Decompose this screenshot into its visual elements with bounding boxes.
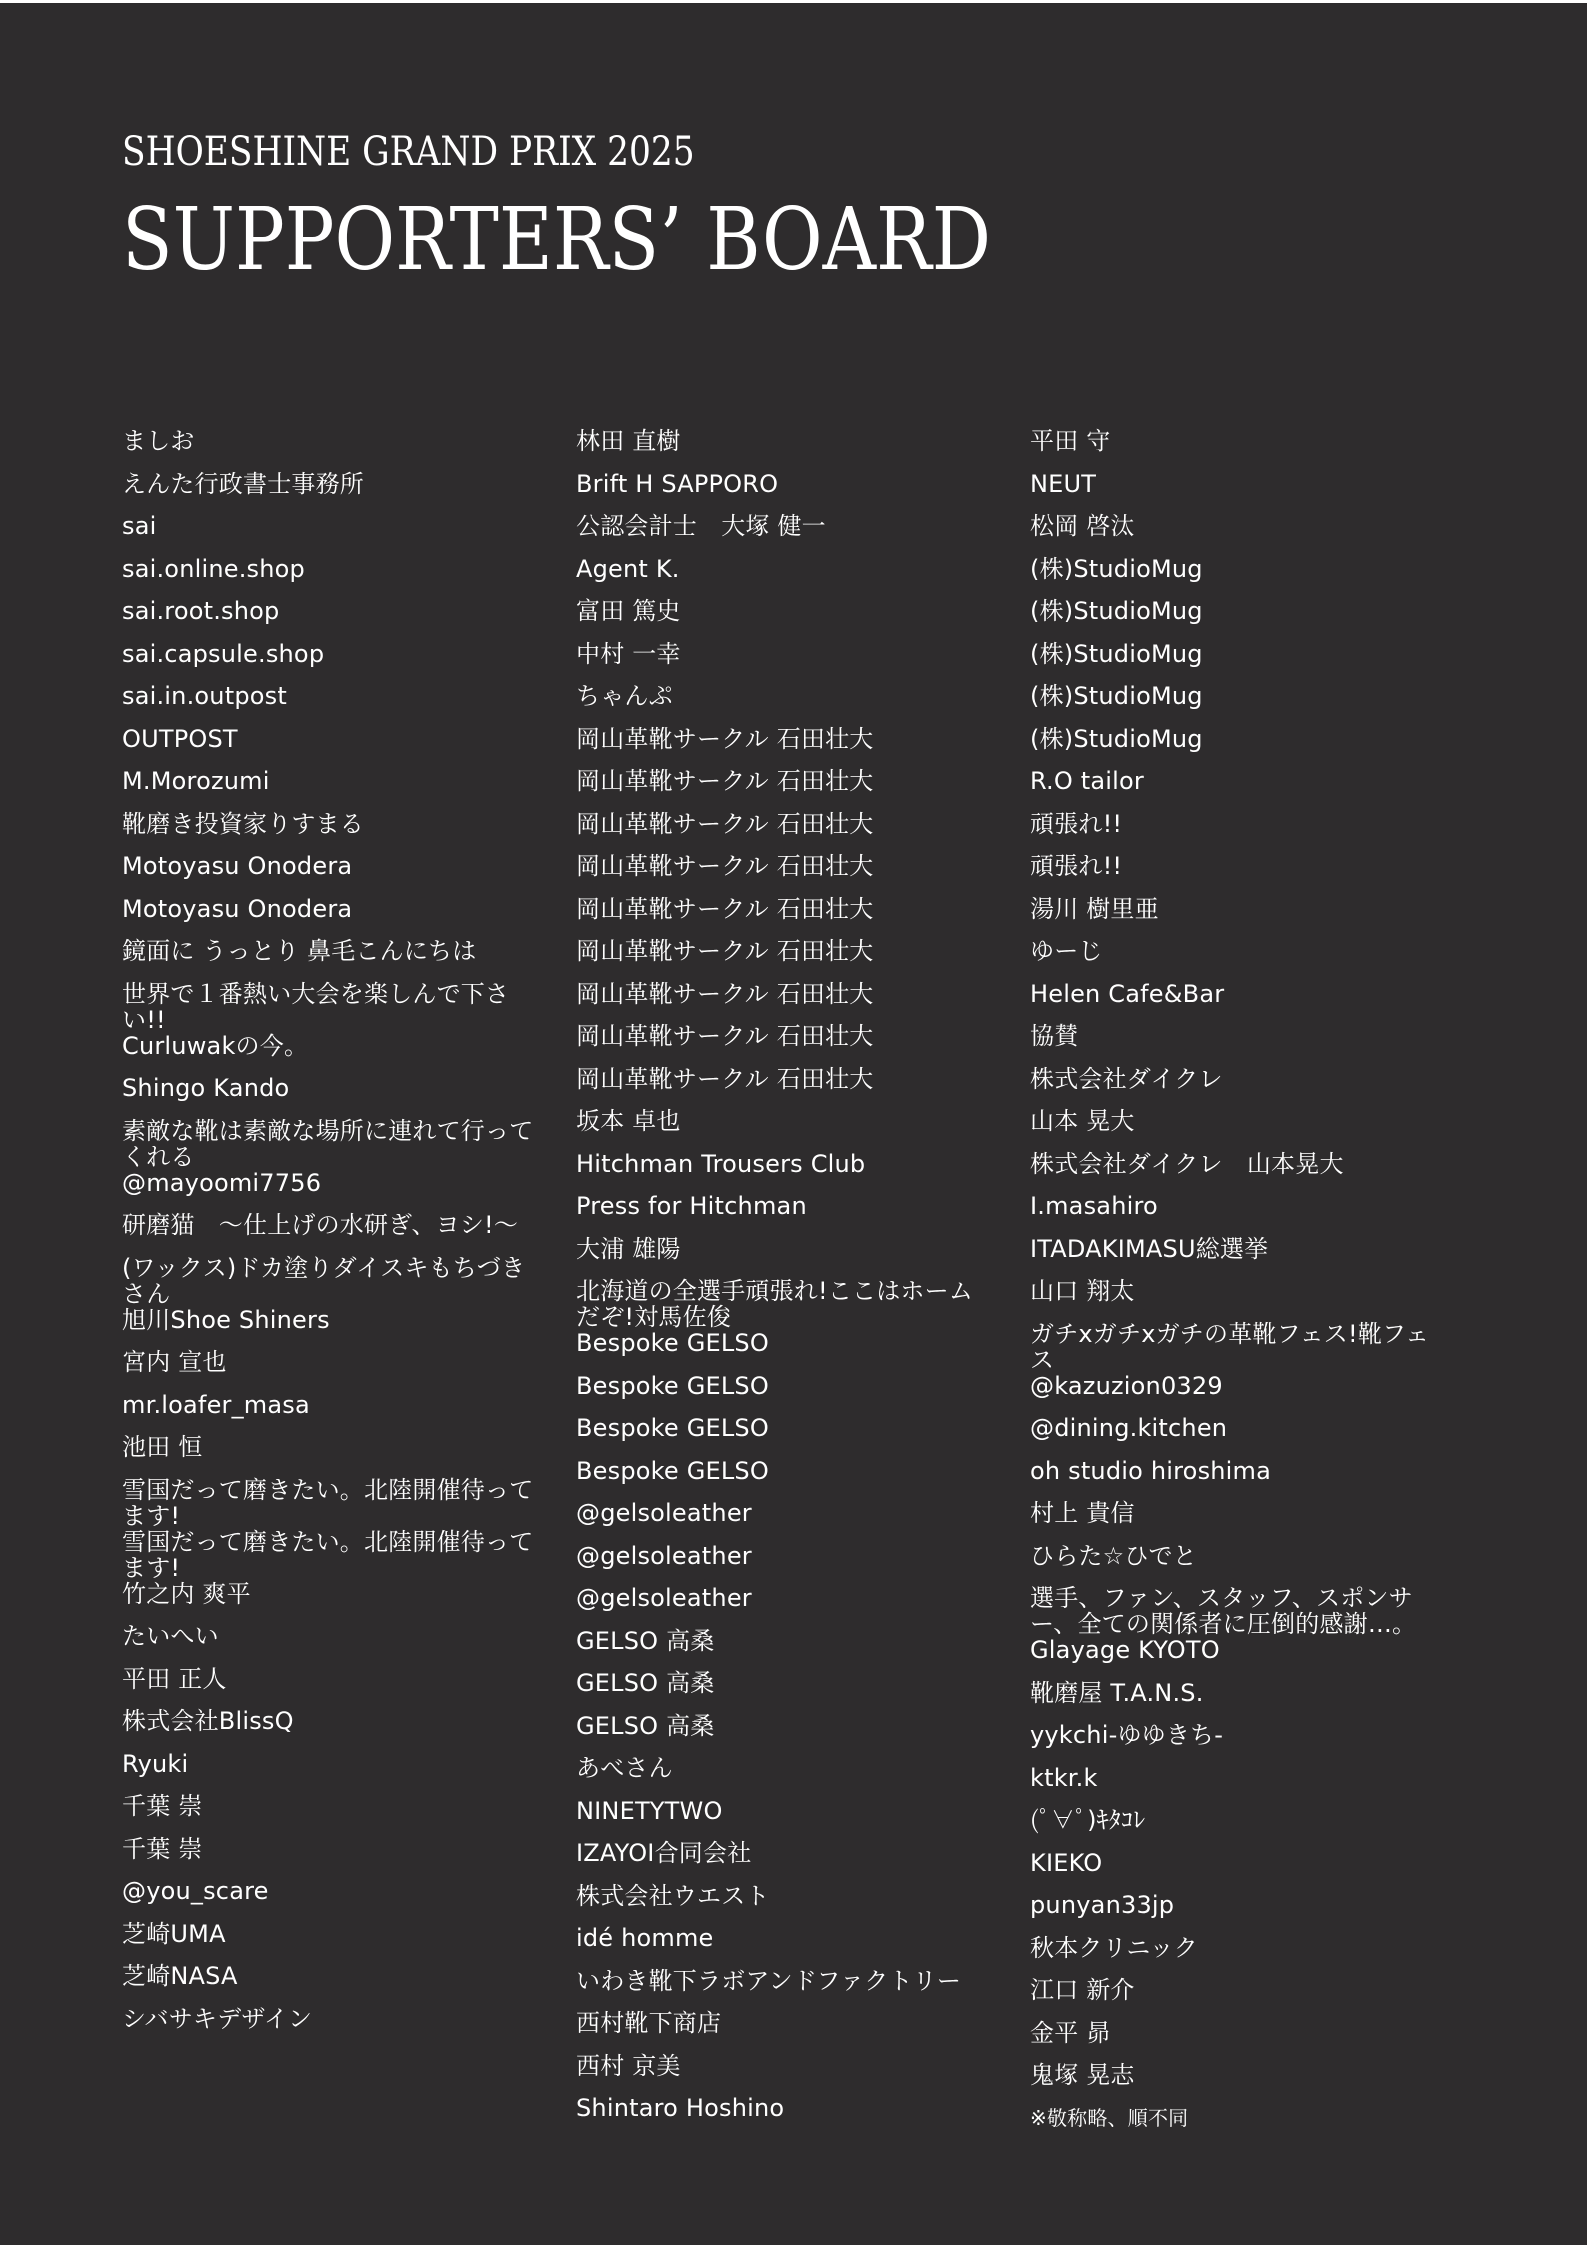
supporter-entry: sai.root.shop [122, 597, 280, 625]
supporter-entry: 公認会計士 大塚 健一 [576, 512, 826, 540]
supporter-entry: 平田 守 [1030, 427, 1111, 455]
supporter-entry: mr.loafer_masa [122, 1390, 310, 1419]
supporter-entry: えんた行政書士事務所 [122, 469, 364, 498]
supporter-entry: IZAYOI合同会社 [576, 1839, 752, 1867]
supporter-entry: Brift H SAPPORO [576, 469, 779, 498]
supporter-entry: ITADAKIMASU総選挙 [1030, 1234, 1269, 1263]
supporter-entry: 岡山革靴サークル 石田壮大 [576, 1022, 874, 1050]
supporter-entry: sai.in.outpost [122, 682, 287, 710]
supporter-entry: あべさん [576, 1754, 673, 1782]
supporter-entry: I.masahiro [1030, 1192, 1158, 1220]
supporter-entry: ちゃんぷ [576, 682, 673, 710]
supporter-entry: Shingo Kando [122, 1074, 290, 1102]
supporter-entry: 頑張れ!! [1030, 809, 1123, 838]
supporter-entry: 株式会社BlissQ [122, 1707, 294, 1735]
supporter-entry: @gelsoleather [576, 1584, 752, 1612]
supporter-entry: 西村 京美 [576, 2051, 681, 2080]
supporter-entry: @dining.kitchen [1030, 1414, 1228, 1442]
supporter-entry: 岡山革靴サークル 石田壮大 [576, 724, 874, 753]
supporter-entry: sai [122, 512, 157, 540]
supporter-entry: Helen Cafe&Bar [1030, 979, 1225, 1008]
supporter-entry: 岡山革靴サークル 石田壮大 [576, 894, 874, 923]
supporter-entry: ましお [122, 427, 195, 455]
supporter-entry: 株式会社ダイクレ 山本晃大 [1030, 1149, 1344, 1178]
supporter-entry: Ryuki [122, 1749, 189, 1778]
supporter-entry: Bespoke GELSO [576, 1371, 769, 1400]
supporter-entry: 北海道の全選手頑張れ!ここはホームだぞ!対馬佐俊 [576, 1277, 974, 1331]
supporter-entry: @gelsoleather [576, 1499, 752, 1527]
supporter-entry: sai.online.shop [122, 554, 305, 583]
supporter-entry: GELSO 高桑 [576, 1626, 715, 1655]
board-title: SUPPORTERS’ BOARD [122, 190, 992, 290]
supporter-entry: 岡山革靴サークル 石田壮大 [576, 809, 874, 838]
supporter-entry: (ワックス)ドカ塗りダイスキもちづきさん [122, 1253, 526, 1308]
supporter-entry: 中村 一幸 [576, 639, 681, 668]
supporter-entry: 山本 晃大 [1030, 1107, 1135, 1135]
supporter-entry: たいへい [122, 1622, 219, 1650]
supporter-entry: (株)StudioMug [1030, 682, 1203, 710]
supporter-entry: 宮内 宣也 [122, 1348, 227, 1376]
supporters-column-2 [576, 428, 988, 2138]
supporter-entry: M.Morozumi [122, 767, 270, 795]
supporter-entry: (株)StudioMug [1030, 724, 1203, 753]
supporter-entry: 芝崎UMA [122, 1919, 226, 1948]
supporter-entry: Agent K. [576, 554, 680, 583]
supporter-entry: ひらた☆ひでと [1030, 1541, 1197, 1570]
supporter-entry: Bespoke GELSO [576, 1329, 769, 1357]
supporter-entry: 選手、ファン、スタッフ、スポンサー、全ての関係者に圧倒的感謝…。 [1030, 1584, 1417, 1638]
supporter-entry: 江口 新介 [1030, 1976, 1135, 2004]
supporter-entry: @kazuzion0329 [1030, 1371, 1223, 1400]
supporter-entry: @mayoomi7756 [122, 1168, 322, 1197]
supporter-entry: 秋本クリニック [1030, 1933, 1198, 1962]
supporter-entry: 岡山革靴サークル 石田壮大 [576, 1064, 874, 1093]
supporter-entry: 岡山革靴サークル 石田壮大 [576, 937, 874, 965]
supporter-entry: Curluwakの今。 [122, 1031, 309, 1060]
supporter-entry: OUTPOST [122, 724, 238, 753]
supporter-entry: ゆーじ [1030, 937, 1103, 965]
supporter-entry: 大浦 雄陽 [576, 1234, 681, 1263]
supporter-entry: 平田 正人 [122, 1664, 227, 1693]
supporter-entry: 山口 翔太 [1030, 1277, 1135, 1305]
supporter-entry: 林田 直樹 [576, 427, 681, 455]
supporter-entry: KIEKO [1030, 1848, 1103, 1877]
supporter-entry: 金平 昴 [1030, 2018, 1111, 2047]
supporter-entry: 池田 恒 [122, 1433, 203, 1461]
supporter-entry: 協賛 [1030, 1022, 1079, 1050]
supporter-entry: (株)StudioMug [1030, 554, 1203, 583]
supporter-entry: @gelsoleather [576, 1541, 752, 1570]
supporter-entry: 株式会社ウエスト [576, 1881, 770, 1910]
supporter-entry: 世界で１番熱い大会を楽しんで下さい!! [122, 979, 510, 1034]
supporter-entry: (株)StudioMug [1030, 597, 1203, 625]
supporter-entry: 富田 篤史 [576, 597, 681, 625]
supporter-entry: sai.capsule.shop [122, 639, 325, 668]
supporter-entry: 研磨猫 〜仕上げの水研ぎ、ヨシ!〜 [122, 1211, 519, 1239]
supporter-entry: Motoyasu Onodera [122, 894, 353, 923]
supporter-entry: 靴磨き投資家りすまる [122, 809, 364, 838]
supporter-entry: yykchi-ゆゆきち- [1030, 1721, 1224, 1749]
supporter-entry: 竹之内 爽平 [122, 1579, 251, 1608]
supporter-entry: 松岡 啓汰 [1030, 512, 1135, 540]
supporter-entry: 湯川 樹里亜 [1030, 894, 1159, 923]
supporter-entry: 千葉 崇 [122, 1792, 203, 1820]
supporter-entry: 靴磨屋 T.A.N.S. [1030, 1678, 1204, 1707]
supporter-entry: ※敬称略、順不同 [1030, 2105, 1189, 2130]
supporter-entry: 雪国だって磨きたい。北陸開催待ってます! [122, 1527, 534, 1582]
supporter-entry: Press for Hitchman [576, 1192, 807, 1220]
supporter-entry: R.O tailor [1030, 767, 1144, 795]
supporter-entry: 鏡面に うっとり 鼻毛こんにちは [122, 937, 477, 965]
supporter-entry: @you_scare [122, 1877, 269, 1905]
supporter-entry: 素敵な靴は素敵な場所に連れて行ってくれる [122, 1116, 534, 1171]
board-header [122, 128, 1132, 288]
supporter-entry: 村上 貴信 [1030, 1499, 1135, 1527]
supporter-entry: 頑張れ!! [1030, 852, 1123, 880]
supporter-entry: oh studio hiroshima [1030, 1456, 1272, 1485]
event-subtitle: SHOESHINE GRAND PRIX 2025 [122, 129, 695, 175]
supporter-entry: GELSO 高桑 [576, 1669, 715, 1697]
supporter-entry: 株式会社ダイクレ [1030, 1064, 1223, 1093]
supporters-column-1 [122, 428, 534, 2048]
supporter-entry: 旭川Shoe Shiners [122, 1305, 330, 1334]
supporter-entry: 西村靴下商店 [576, 2009, 722, 2037]
supporter-entry: NEUT [1030, 469, 1097, 498]
supporter-entry: 雪国だって磨きたい。北陸開催待ってます! [122, 1475, 534, 1530]
supporter-entry: Bespoke GELSO [576, 1456, 769, 1485]
supporter-entry: idé homme [576, 1924, 714, 1952]
supporter-entry: Bespoke GELSO [576, 1414, 769, 1442]
supporter-entry: (ﾟ∀ﾟ)ｷﾀｺﾚ [1030, 1806, 1146, 1834]
supporter-entry: 鬼塚 晃志 [1030, 2061, 1135, 2089]
supporter-entry: 岡山革靴サークル 石田壮大 [576, 767, 874, 795]
supporter-entry: いわき靴下ラボアンドファクトリー [576, 1966, 962, 1995]
supporter-entry: 千葉 崇 [122, 1834, 203, 1863]
supporter-entry: GELSO 高桑 [576, 1711, 715, 1740]
supporter-entry: ktkr.k [1030, 1763, 1098, 1792]
top-border [0, 0, 1587, 3]
supporter-entry: ガチxガチxガチの革靴フェス!靴フェス [1030, 1319, 1430, 1374]
supporter-entry: NINETYTWO [576, 1796, 723, 1825]
supporter-entry: 岡山革靴サークル 石田壮大 [576, 852, 874, 880]
supporter-entry: Motoyasu Onodera [122, 852, 353, 880]
supporter-entry: Glayage KYOTO [1030, 1636, 1220, 1664]
supporter-entry: 芝崎NASA [122, 1962, 238, 1990]
supporters-column-3 [1030, 428, 1442, 2147]
supporter-entry: 岡山革靴サークル 石田壮大 [576, 979, 874, 1008]
supporter-entry: punyan33jp [1030, 1891, 1175, 1919]
supporter-entry: 坂本 卓也 [576, 1107, 681, 1135]
supporter-entry: シバサキデザイン [122, 2004, 313, 2033]
supporter-entry: Hitchman Trousers Club [576, 1149, 866, 1178]
supporter-entry: (株)StudioMug [1030, 639, 1203, 668]
supporter-entry: Shintaro Hoshino [576, 2094, 785, 2122]
